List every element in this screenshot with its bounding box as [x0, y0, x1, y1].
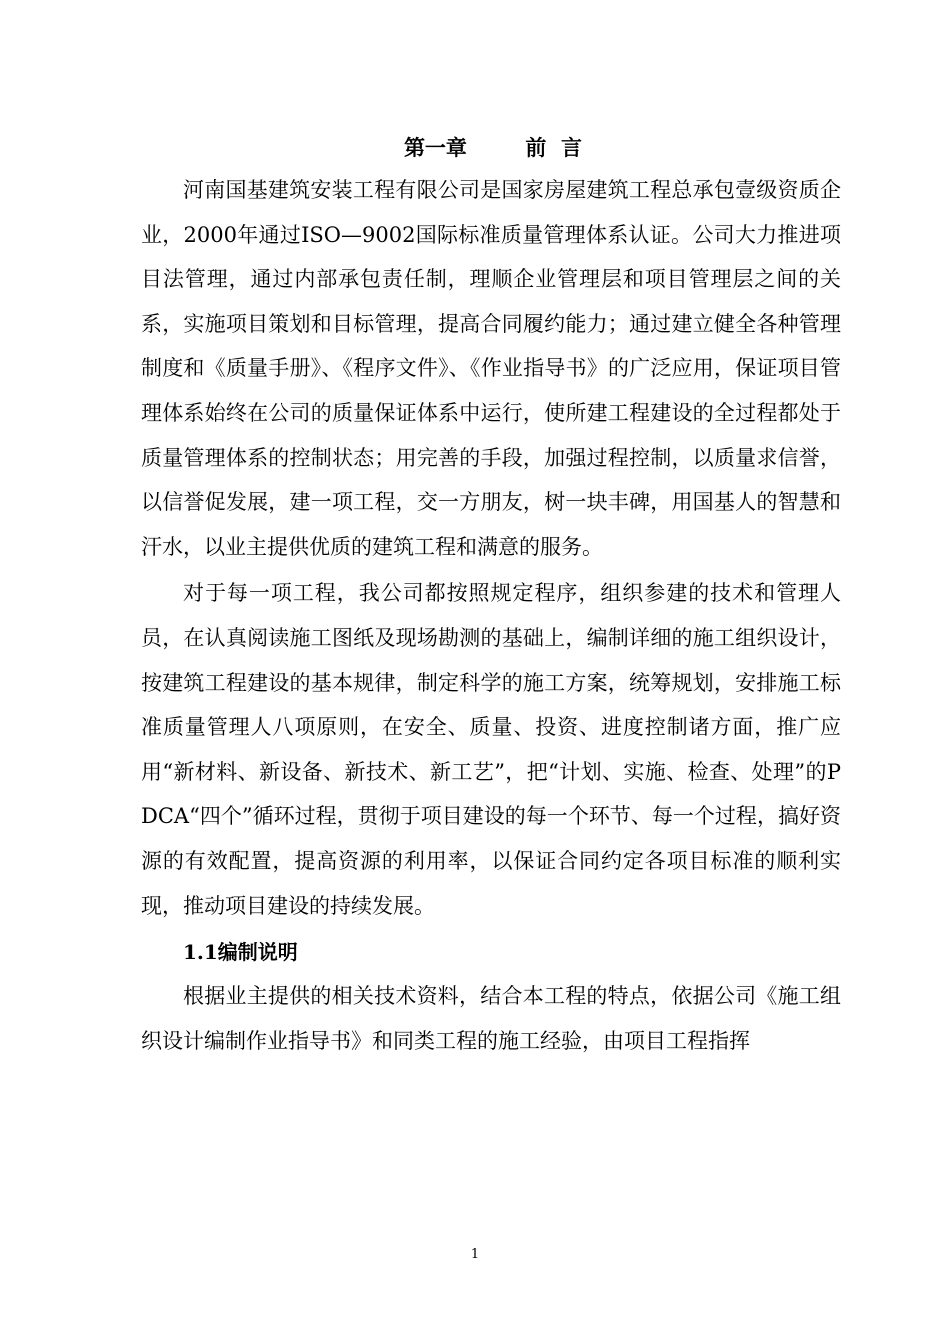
chapter-title: 第一章 前 言	[403, 135, 583, 160]
intro-paragraph-1: 河南国基建筑安装工程有限公司是国家房屋建筑工程总承包壹级资质企业，2000年通过ISO—9002国际标准质量管理体系认证。公司大力推进项目法管理，通过内部承包责任制，理顺企业管理层和项目管理层之间的关系，实施项目策划和目标管理，提高合同履约能力；通过建立健全各种管理制度和《质量手册》、《程序文件》、《作业指导书》的广泛应用，保证项目管理体系始终在公司的质量保证体系中运行，使所建工程建设的全过程都处于质量管理体系的控制状态；用完善的手段，加强过程控制，以质量求信誉，以信誉促发展，建一项工程，交一方朋友，树一块丰碑，用国基人的智慧和汗水，以业主提供优质的建筑工程和满意的服务。	[141, 178, 841, 559]
section-paragraph: 根据业主提供的相关技术资料，结合本工程的特点，依据公司《施工组织设计编制作业指导书》和同类工程的施工经验，由项目工程指挥	[141, 984, 841, 1053]
page-content	[141, 128, 841, 1063]
page-number: 1	[470, 1247, 480, 1262]
section-heading: 1.1编制说明	[183, 940, 298, 965]
intro-paragraph-2: 对于每一项工程，我公司都按照规定程序，组织参建的技术和管理人员，在认真阅读施工图纸及现场勘测的基础上，编制详细的施工组织设计，按建筑工程建设的基本规律，制定科学的施工方案，统筹规划，安排施工标准质量管理人八项原则，在安全、质量、投资、进度控制诸方面，推广应用“新材料、新设备、新技术、新工艺”，把“计划、实施、检查、处理”的PDCA“四个”循环过程，贯彻于项目建设的每一个环节、每一个过程，搞好资源的有效配置，提高资源的利用率，以保证合同约定各项目标准的顺利实现，推动项目建设的持续发展。	[141, 581, 841, 918]
